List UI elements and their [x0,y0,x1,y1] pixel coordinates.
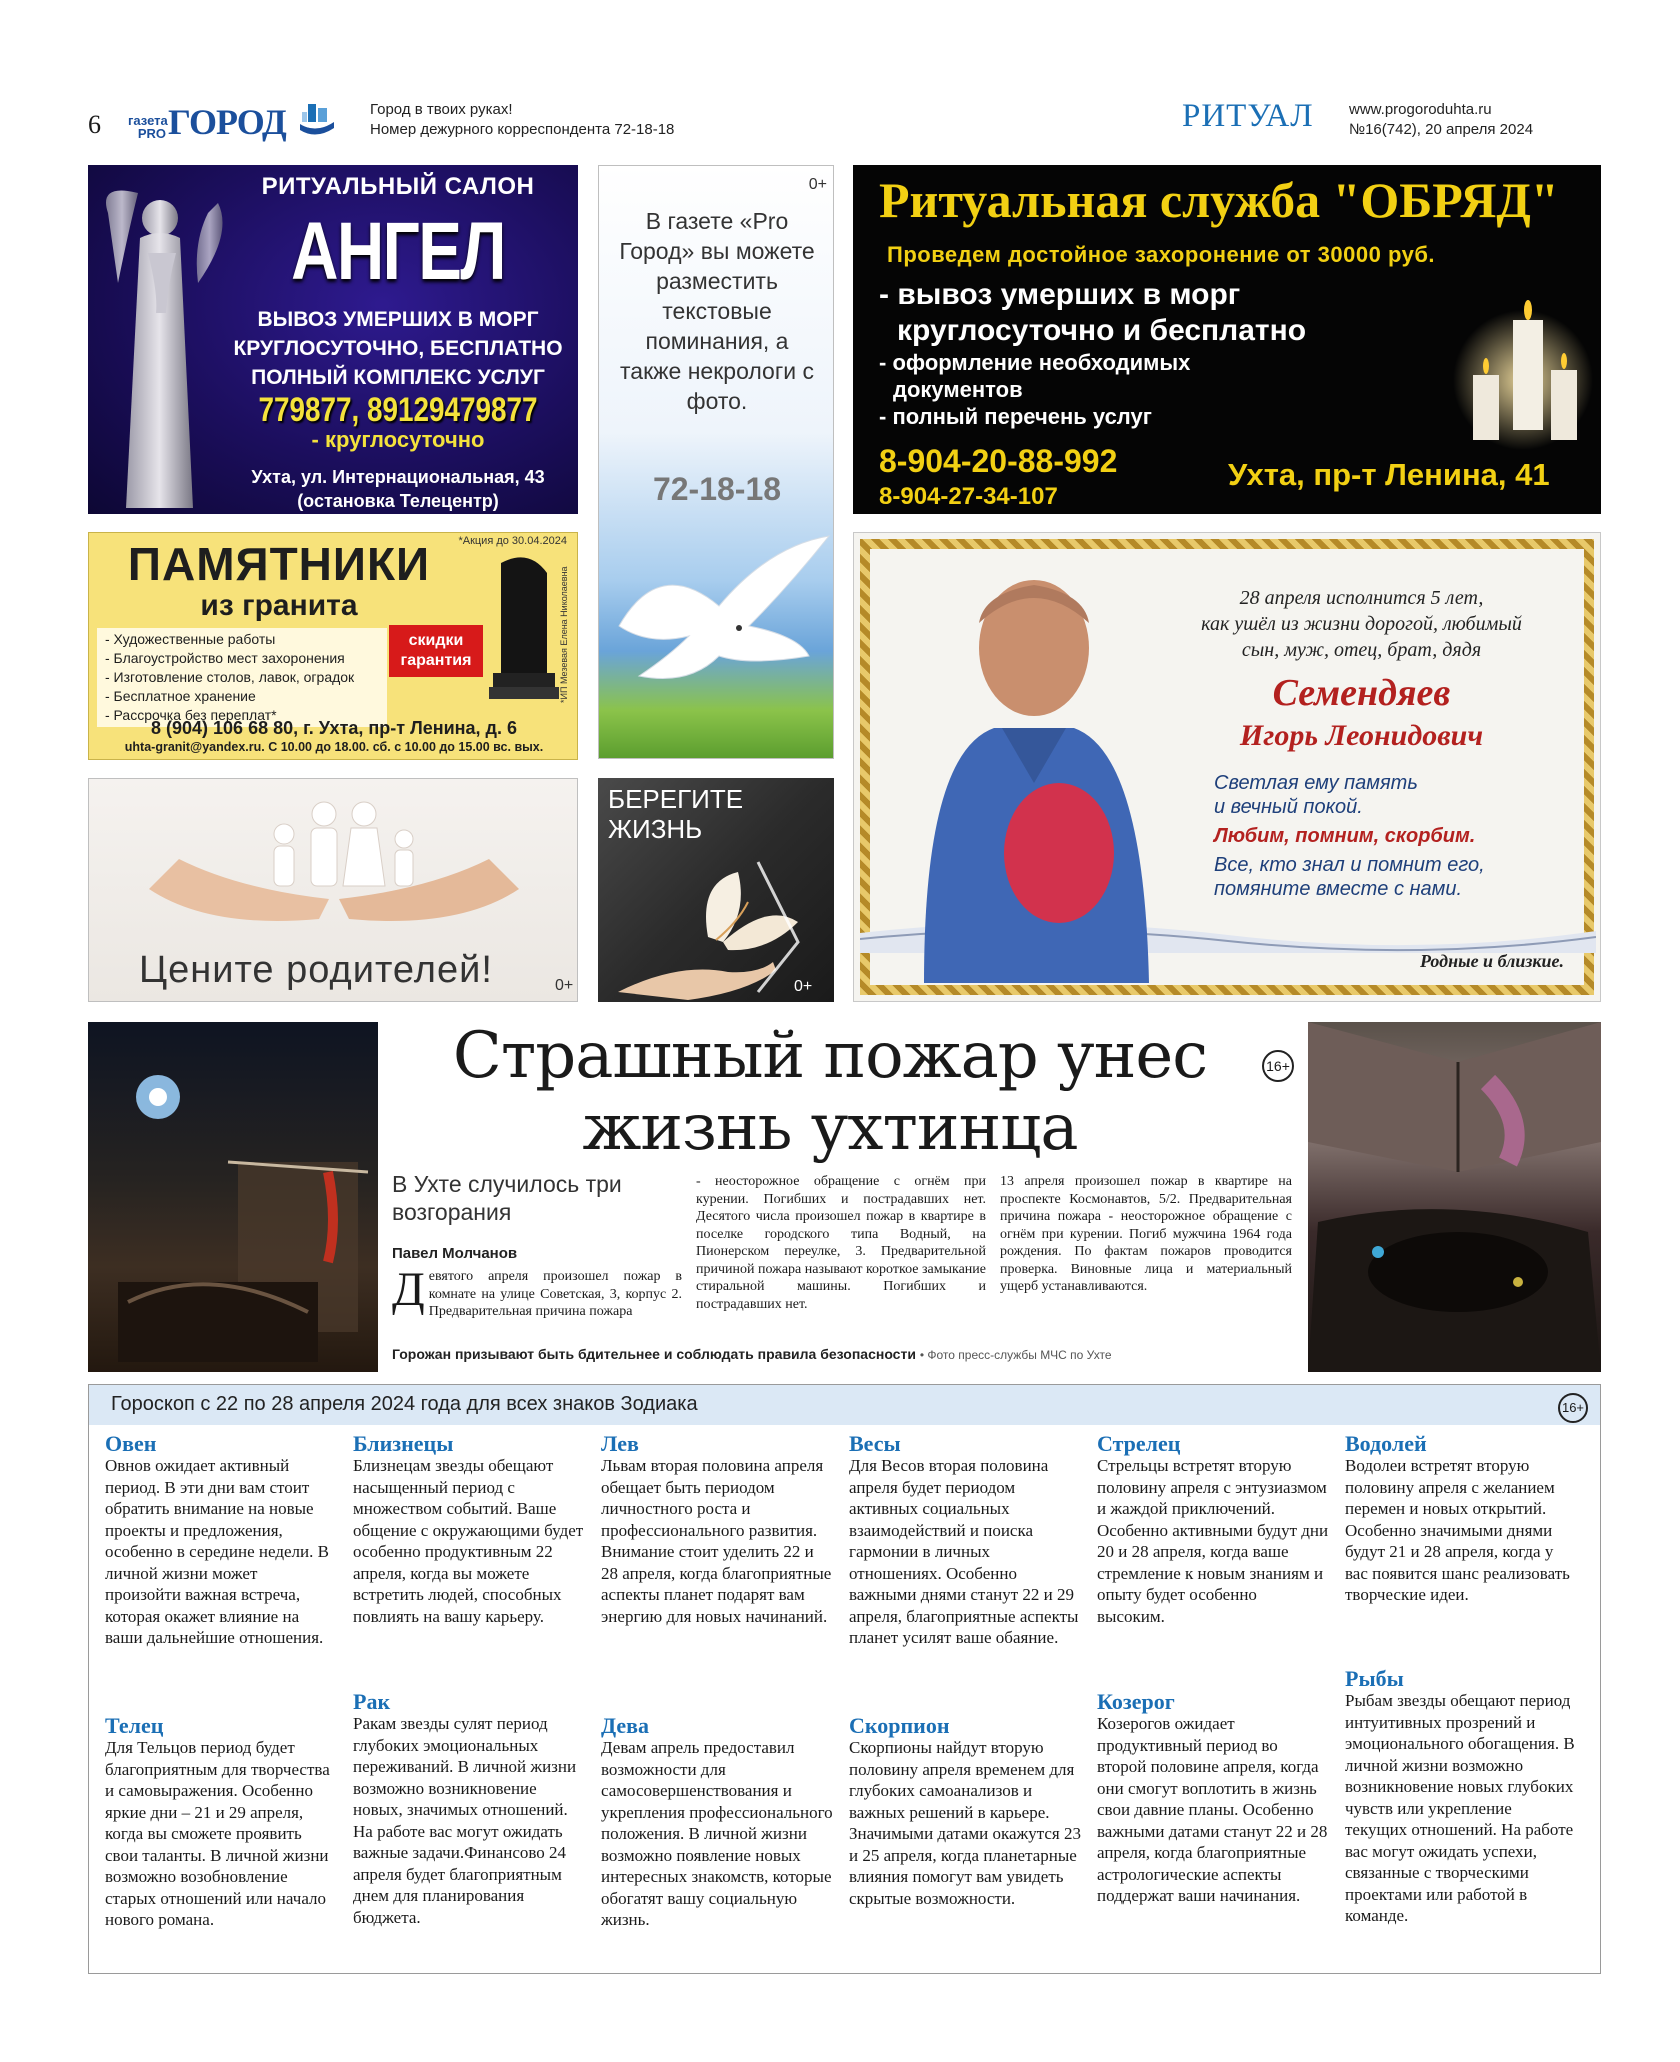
zodiac-virgo [601,1715,833,1931]
zodiac-forecast: Скорпионы найдут вторую половину апреля временем для глубоких самоанализов и важных решений в карьере. Значимыми датами окажутся 23 и 25 апреля, когда планетарные влияния помогут вам увидеть скрытые возможности. [849,1738,1081,1908]
age-rating: 0+ [808,176,827,193]
caption-source: • Фото пресс-службы МЧС по Ухте [919,1348,1112,1362]
memorial-signature: Родные и близкие. [1420,951,1564,971]
zodiac-name: Дева [601,1713,650,1738]
zodiac-name: Рыбы [1345,1666,1404,1691]
obituary-offer-text: В газете «Pro Город» вы можете разместить текстовые поминания, а также некрологи с фото. [619,208,815,414]
badge-line: скидки [408,632,464,649]
obryad-subtitle: Проведем достойное захоронение от 30000 руб. [887,242,1436,267]
zodiac-libra [849,1433,1081,1649]
memorial-request [1214,853,1574,901]
zodiac-forecast: Козерогов ожидает продуктивный период во второй половине апреля, когда они смогут воплотить в жизнь свои давние планы. Особенно важными датами станут 22 и 28 апреля, когда благоприятные астрологические аспекты поддержат ваши начинания. [1097,1714,1328,1905]
angel-salon-name: АНГЕЛ [291,206,505,297]
newspaper-logo[interactable] [128,100,338,140]
zodiac-forecast: Для Тельцов период будет благоприятным для творчества и самовыражения. Особенно яркие дни – 21 и 29 апреля, когда вы сможете проявить свои таланты. В личной жизни возможно возобновление старых отношений или начало нового романа. [105,1738,330,1929]
zodiac-name: Рак [353,1689,391,1714]
angel-salon-label: РИТУАЛЬНЫЙ САЛОН [261,173,535,200]
zodiac-pisces [1345,1668,1577,1927]
zodiac-name: Стрелец [1097,1431,1181,1456]
memorial-request-line: помяните вместе с нами. [1214,878,1463,900]
article-paragraph: евятого апреля произошел пожар в комнате на улице Советская, 3, корпус 2. Предварительная причина пожара [428,1269,682,1319]
zodiac-forecast: Близнецам звезды обещают насыщенный период с множеством событий. Ваше общение с окружающими будет особенно продуктивным 22 апреля, когда вы можете встретить людей, способных повлиять на вашу карьеру. [353,1456,584,1626]
obryad-services-list [879,277,1306,430]
ad-angel-salon[interactable] [88,165,578,514]
logo-small-text: газета PRO [128,113,168,141]
badge-line: гарантия [400,652,472,669]
dove-image [599,516,834,756]
protect-life-title [608,784,743,844]
zodiac-name: Лев [601,1431,639,1456]
ad-value-parents[interactable] [88,778,578,1002]
zodiac-forecast: Ракам звезды сулят период глубоких эмоциональных переживаний. В личной жизни возможно возникновение новых, значимых отношений. На работе вас могут ожидать важные задачи.Финансово 24 апреля будет благоприятным днем для планирования бюджета. [353,1714,577,1927]
article-subtitle: В Ухте случилось три возгорания [392,1171,622,1225]
zodiac-sagittarius [1097,1433,1329,1627]
article-age-rating: 16+ [1262,1050,1294,1082]
horoscope-section [88,1384,1601,1974]
obryad-phone-secondary[interactable]: 8-904-27-34-107 [879,483,1058,510]
angel-stop-line: (остановка Телецентр) [297,491,499,511]
obryad-service-item: круглосуточно и бесплатно [897,314,1307,347]
parents-caption: Цените родителей! [139,949,493,991]
horoscope-header-bar [89,1385,1600,1425]
article-column-2: - неосторожное обращение с огнём при курении. Погибших и пострадавших нет. Десятого числа произошел пожар в квартире в поселке городского типа Водный, на Пионерском переулке, 3. Предварительной причиной пожара называют короткое замыкание стиральной машины. Погибших и пострадавших нет. [696,1174,986,1312]
ad-obituary-placement[interactable] [598,165,834,759]
page-header [88,96,1588,146]
obryad-service-item: - оформление необходимых [879,350,1191,375]
angel-address [218,465,578,513]
memorial-intro-line: 28 апреля исполнится 5 лет, [1239,587,1484,609]
ad-granite-monuments[interactable] [88,532,578,760]
memorial-memory-line: Светлая ему память [1214,772,1418,794]
page-number: 6 [88,110,101,139]
headline-line: жизнь ухтинца [582,1091,1078,1165]
headline-line: Страшный пожар унес [452,1019,1208,1093]
hands-family-image [89,779,578,949]
header-tagline [370,100,674,140]
article-headline [400,1020,1260,1164]
fire-photo-right [1308,1022,1601,1372]
memorial-memory [1214,771,1574,819]
article-author: Павел Молчанов [392,1245,518,1262]
memorial-notice [853,532,1601,1002]
angel-phones[interactable]: 779877, 89129479877 [258,391,538,429]
zodiac-cancer [353,1691,585,1928]
zodiac-name: Овен [105,1431,157,1456]
granite-service-item: - Рассрочка без переплат* [105,707,277,723]
hand-emblem-icon [296,100,338,140]
granite-promo-date: *Акция до 30.04.2024 [458,535,567,547]
burned-corner-image [1308,1022,1601,1372]
granite-phone-address[interactable]: 8 (904) 106 68 80, г. Ухта, пр-т Ленина, д. 6 [151,718,517,738]
candles-image [1443,290,1593,460]
article-column-3: 13 апреля произошел пожар в квартире на проспекте Космонавтов, 5/2. Предварительная причина пожара - неосторожное обращение с огнём при курении. Погиб мужчина 1964 года рождения. По фактам пожаров проводится проверка. Виновные лица и материальный ущерб устанавливаются. [1000,1174,1292,1294]
zodiac-name: Скорпион [849,1713,950,1738]
zodiac-taurus [105,1715,337,1931]
article-photo-caption [392,1346,1112,1362]
zodiac-forecast: Водолеи встретят вторую половину апреля с желанием перемен и новых открытий. Особенно значимыми днями будут 21 и 28 апреля, когда у вас появится шанс реализовать творческие идеи. [1345,1456,1570,1604]
article-dropcap: Д [392,1263,425,1316]
angel-services [218,305,578,392]
zodiac-name: Близнецы [353,1431,454,1456]
memorial-intro-line: сын, муж, отец, брат, дядя [1241,639,1482,661]
memorial-intro [1134,585,1589,663]
tagline-line: Номер дежурного корреспондента 72-18-18 [370,121,675,138]
memorial-name: Игорь Леонидович [1239,719,1484,752]
zodiac-name: Телец [105,1713,164,1738]
memorial-surname: Семендяев [1272,672,1451,714]
obryad-service-item: - вывоз умерших в морг [879,278,1241,311]
zodiac-aquarius [1345,1433,1577,1606]
memorial-memory-line: и вечный покой. [1214,796,1363,818]
granite-service-item: - Бесплатное хранение [105,688,256,704]
tagline-line: Город в твоих руках! [370,101,513,118]
zodiac-capricorn [1097,1691,1329,1907]
zodiac-forecast: Девам апрель предоставил возможности для самосовершенствования и укрепления профессионального положения. В личной жизни возможно появление новых интересных знакомств, которые обогатят вашу социальную жизнь. [601,1738,833,1929]
memorial-request-line: Все, кто знал и помнит его, [1214,854,1485,876]
memorial-intro-line: как ушёл из жизни дорогой, любимый [1201,613,1522,635]
age-rating: 0+ [555,977,574,994]
horoscope-title: Гороскоп с 22 по 28 апреля 2024 года для всех знаков Зодиака [111,1393,698,1415]
ad-protect-life[interactable] [598,778,834,1002]
angel-hours: - круглосуточно [311,427,485,452]
angel-service-line: ПОЛНЫЙ КОМПЛЕКС УСЛУГ [251,366,545,389]
burned-room-image [88,1022,378,1372]
age-rating: 0+ [794,978,813,995]
ad-obryad-service[interactable] [853,165,1601,514]
zodiac-name: Весы [849,1431,901,1456]
obryad-phone-primary[interactable]: 8-904-20-88-992 [879,443,1118,479]
caption-text: Горожан призывают быть бдительнее и соблюдать правила безопасности [392,1346,916,1362]
zodiac-forecast: Стрельцы встретят вторую половину апреля с энтузиазмом и жаждой приключений. Особенно активными будут дни 20 и 28 апреля, когда ваше стремление к новым знаниям и опыту будет особенно высоким. [1097,1456,1329,1626]
granite-subtitle: из гранита [200,589,358,622]
angel-service-line: ВЫВОЗ УМЕРШИХ В МОРГ [257,308,539,331]
zodiac-forecast: Рыбам звезды обещают период интуитивных прозрений и эмоционального обогащения. В личной жизни возможно возникновение новых глубоких чувств или укрепление текущих отношений. На работе вас могут ожидать успехи, связанные с творческими проектами или работой в команде. [1345,1691,1575,1925]
zodiac-forecast: Львам вторая половина апреля обещает быть периодом личностного роста и профессионального развития. Внимание стоит уделить 22 и 28 апреля, когда благоприятные аспекты планет подарят вам энергию для новых начинаний. [601,1456,832,1626]
obryad-title: Ритуальная служба "ОБРЯД" [879,172,1559,228]
angel-address-line: Ухта, ул. Интернациональная, 43 [251,467,545,487]
obryad-service-item: - полный перечень услуг [879,404,1152,429]
memorial-love: Любим, помним, скорбим. [1214,825,1476,847]
granite-service-item: - Художественные работы [105,631,276,647]
granite-services-list [97,628,387,727]
obituary-phone[interactable]: 72-18-18 [652,471,782,507]
protect-life-line: БЕРЕГИТЕ [608,784,744,814]
zodiac-name: Водолей [1345,1431,1427,1456]
granite-service-item: - Изготовление столов, лавок, оградок [105,669,355,685]
article-column-1 [392,1263,682,1321]
obryad-address: Ухта, пр-т Ленина, 41 [1228,457,1550,492]
gravestone-image [489,553,559,703]
granite-email-hours[interactable]: uhta-granit@yandex.ru. С 10.00 до 18.00. сб. с 10.00 до 15.00 вс. вых. [124,740,544,754]
zodiac-gemini [353,1433,585,1627]
zodiac-forecast: Для Весов вторая половина апреля будет периодом активных социальных взаимодействий и поиска гармонии в личных отношениях. Особенно важными днями станут 22 и 29 апреля, благоприятные аспекты планет усилят ваше обаяние. [849,1456,1079,1647]
zodiac-forecast: Овнов ожидает активный период. В эти дни вам стоит обратить внимание на новые проекты и предложения, особенно в середине недели. В личной жизни может произойти важная встреча, которая окажет влияние на ваши дальнейшие отношения. [105,1456,329,1647]
zodiac-aries [105,1433,337,1649]
zodiac-name: Козерог [1097,1689,1175,1714]
header-site-info [1349,100,1533,140]
obryad-service-item: документов [893,377,1023,402]
granite-discount-badge [389,625,483,677]
granite-service-item: - Благоустройство мест захоронения [105,650,345,666]
site-url[interactable]: www.progoroduhta.ru [1349,101,1492,118]
protect-life-line: ЖИЗНЬ [608,814,703,844]
angel-service-line: КРУГЛОСУТОЧНО, БЕСПЛАТНО [233,337,563,360]
rubric-title: РИТУАЛ [1182,98,1314,134]
granite-title: ПАМЯТНИКИ [127,538,431,590]
fire-photo-left [88,1022,378,1372]
zodiac-leo [601,1433,833,1627]
logo-big-text: ГОРОД [168,102,286,142]
angel-statue-image [98,173,228,508]
granite-ip-name: *ИП Мезевая Елена Николаевна [559,566,569,703]
horoscope-age-rating: 16+ [1558,1393,1588,1423]
issue-info: №16(742), 20 апреля 2024 [1349,121,1534,138]
zodiac-scorpio [849,1715,1081,1909]
